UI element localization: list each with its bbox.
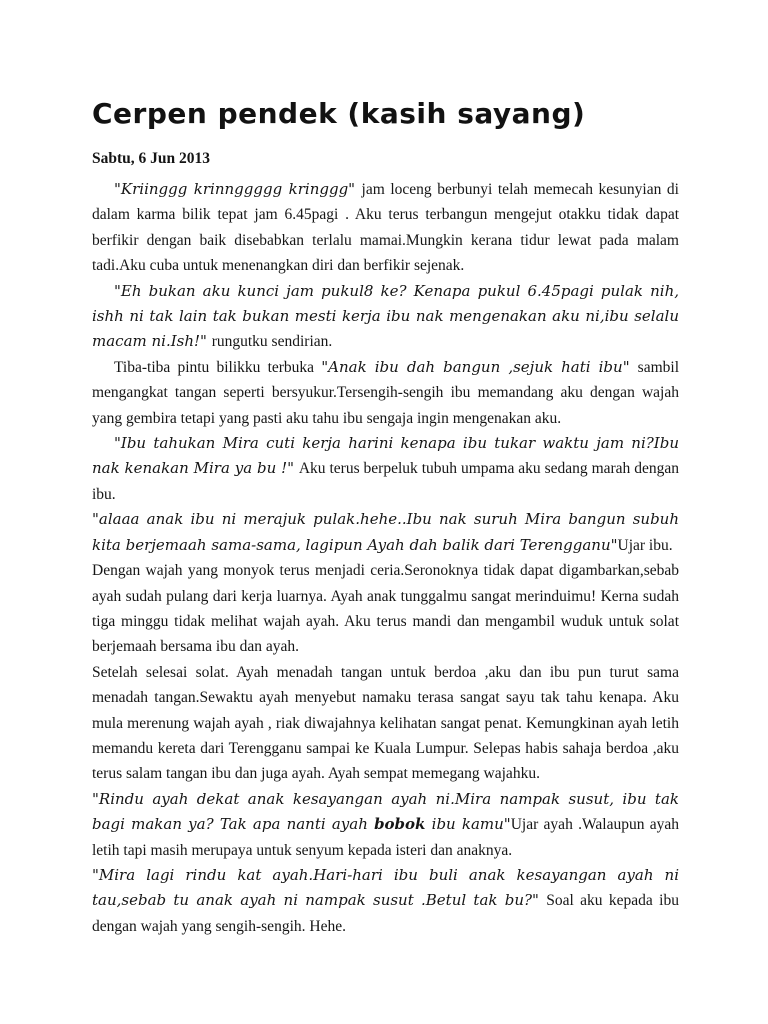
story-paragraph (92, 507, 679, 558)
narration-text: Setelah selesai solat. Ayah menadah tangan untuk berdoa ,aku dan ibu pun turut sama menadah tangan.Sewaktu ayah menyebut namaku terasa sangat sayu tak tahu kenapa. Aku mula merenung wajah ayah , riak diwajahnya kelihatan sangat penat. Kemungkinan ayah letih memandu kereta dari Terengganu sampai ke Kuala Lumpur. Selepas habis sahaja berdoa ,aku terus salam tangan ibu dan juga ayah. Ayah sempat memegang wajahku. (92, 663, 679, 783)
narration-text: Aku terus berpeluk tubuh umpama aku sedang marah dengan ibu. (92, 460, 679, 503)
story-paragraph (92, 787, 679, 863)
narration-text: rungutku sendirian. (211, 333, 333, 351)
dialogue-text: "Mira lagi rindu kat ayah.Hari-hari ibu buli anak kesayangan ayah ni tau,sebab tu anak ayah ni nampak susut .Betul tak bu?" (92, 865, 679, 910)
dialogue-text: "Kriinggg krinnggggg kringgg" (114, 180, 362, 198)
dialogue-text: bobok (374, 815, 426, 834)
dialogue-text: "Anak ibu dah bangun ,sejuk hati ibu" (321, 357, 638, 376)
story-body (92, 177, 679, 939)
story-paragraph (92, 660, 679, 787)
story-paragraph (92, 431, 679, 507)
story-paragraph (92, 279, 679, 355)
page-title: Cerpen pendek (kasih sayang) (92, 97, 586, 130)
dialogue-text: "Eh bukan aku kunci jam pukul8 ke? Kenapa pukul 6.45pagi pulak nih, ishh ni tak lain tak bukan mesti kerja ibu nak mengenakan aku ni,ibu selalu macam ni.Ish!" (92, 281, 679, 351)
date-line: Sabtu, 6 Jun 2013 (92, 150, 211, 167)
narration-text: jam loceng berbunyi telah memecah kesunyian di dalam karma bilik tepat jam 6.45pagi . Aku terus terbangun mengejut otakku tidak dapat berfikir dengan baik disebabkan terlalu mamai.Mungkin kerana tidur lewat pada malam tadi.Aku cuba untuk menenangkan diri dan berfikir sejenak. (92, 181, 679, 275)
narration-text: Tiba-tiba pintu bilikku terbuka (114, 358, 322, 376)
story-paragraph (92, 558, 679, 660)
narration-text: sambil mengangkat tangan seperti bersyukur.Tersengih-sengih ibu memandang aku dengan wajah yang gembira tetapi yang pasti aku tahu ibu sengaja ingin mengenakan aku. (92, 358, 680, 427)
narration-text: Ujar ayah .Walaupun ayah letih tapi masih merupaya untuk senyum kepada isteri dan anaknya. (92, 816, 679, 859)
story-paragraph (92, 177, 679, 279)
dialogue-text: ibu kamu" (425, 815, 511, 834)
narration-text: Ujar ibu. (617, 536, 673, 554)
narration-text: Dengan wajah yang monyok terus menjadi ceria.Seronoknya tidak dapat digambarkan,sebab ayah sudah pulang dari kerja luarnya. Ayah anak tunggalmu sangat merinduimu! Kerna sudah tiga minggu tidak melihat wajah ayah. Aku terus mandi dan mengambil wuduk untuk solat berjemaah bersama ibu dan ayah. (92, 562, 679, 656)
dialogue-text: "Ibu tahukan Mira cuti kerja harini kenapa ibu tukar waktu jam ni?Ibu nak kenakan Mira ya bu !" (92, 434, 679, 478)
dialogue-text: "Rindu ayah dekat anak kesayangan ayah ni.Mira nampak susut, ibu tak bagi makan ya? Tak apa nanti ayah (92, 789, 679, 834)
narration-text: Soal aku kepada ibu dengan wajah yang sengih-sengih. Hehe. (92, 892, 679, 935)
dialogue-text: "alaaa anak ibu ni merajuk pulak.hehe..Ibu nak suruh Mira bangun subuh kita berjemaah sama-sama, lagipun Ayah dah balik dari Terengganu" (92, 510, 679, 554)
story-paragraph (92, 863, 679, 939)
story-paragraph (92, 355, 679, 431)
